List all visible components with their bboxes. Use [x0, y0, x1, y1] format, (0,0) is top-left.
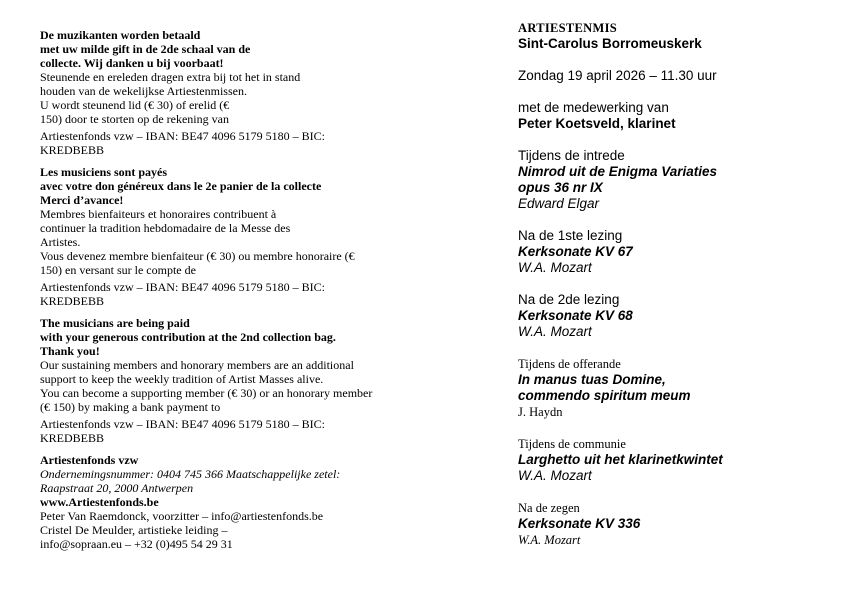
payment-notice-en — [40, 316, 490, 445]
composer-name: W.A. Mozart — [518, 533, 581, 547]
composer-name: J. Haydn — [518, 405, 563, 419]
church-name: Sint-Carolus Borromeuskerk — [518, 36, 702, 51]
org-registration-line: Raapstraat 20, 2000 Antwerpen — [40, 481, 194, 495]
notice-heading-line: Merci d’avance! — [40, 193, 124, 207]
org-contact-line: Peter Van Raemdonck, voorzitter – info@artiestenfonds.be — [40, 509, 324, 523]
org-name: Artiestenfonds vzw — [40, 453, 139, 467]
piece-title-line: In manus tuas Domine, — [518, 372, 666, 387]
payment-notice-nl — [40, 28, 490, 157]
notice-body-line: U wordt steunend lid (€ 30) of erelid (€ — [40, 98, 230, 112]
program-item-intrede — [518, 148, 838, 212]
piece-title-line: Nimrod uit de Enigma Variaties — [518, 164, 718, 179]
program-item-communie — [518, 436, 838, 484]
composer-name: W.A. Mozart — [518, 260, 592, 275]
org-contact-line: info@sopraan.eu – +32 (0)495 54 29 31 — [40, 537, 233, 551]
notice-body-line: 150) door te storten op de rekening van — [40, 112, 229, 126]
liturgical-moment: Tijdens de intrede — [518, 148, 625, 163]
right-column — [518, 20, 838, 564]
org-website: www.Artiestenfonds.be — [40, 495, 159, 509]
bank-account-line: KREDBEBB — [40, 294, 105, 308]
notice-body-line: continuer la tradition hebdomadaire de la Messe des — [40, 221, 291, 235]
notice-body-line: support to keep the weekly tradition of Artist Masses alive. — [40, 372, 324, 386]
event-datetime: Zondag 19 april 2026 – 11.30 uur — [518, 68, 717, 83]
piece-title-line: opus 36 nr IX — [518, 180, 603, 195]
bank-account-line: Artiestenfonds vzw – IBAN: BE47 4096 5179 5180 – BIC: — [40, 129, 325, 143]
piece-title-line: Kerksonate KV 67 — [518, 244, 633, 259]
composer-name: W.A. Mozart — [518, 468, 592, 483]
bank-account-line: KREDBEBB — [40, 143, 105, 157]
liturgical-moment: Tijdens de communie — [518, 437, 626, 451]
org-contact-line: Cristel De Meulder, artistieke leiding – — [40, 523, 228, 537]
piece-title-line: Larghetto uit het klarinetkwintet — [518, 452, 723, 467]
liturgical-moment: Na de 2de lezing — [518, 292, 620, 307]
notice-body-line: You can become a supporting member (€ 30) or an honorary member — [40, 386, 373, 400]
cooperation-label: met de medewerking van — [518, 100, 669, 115]
payment-notice-fr — [40, 165, 490, 308]
liturgical-moment: Na de zegen — [518, 501, 580, 515]
liturgical-moment: Na de 1ste lezing — [518, 228, 623, 243]
bank-account-line: KREDBEBB — [40, 431, 105, 445]
notice-heading-line: collecte. Wij danken u bij voorbaat! — [40, 56, 224, 70]
program-title: ARTIESTENMIS — [518, 21, 618, 35]
notice-body-line: Membres bienfaiteurs et honoraires contribuent à — [40, 207, 277, 221]
organization-info — [40, 453, 490, 551]
notice-heading-line: Les musiciens sont payés — [40, 165, 168, 179]
program-item-zegen — [518, 500, 838, 548]
program-header — [518, 20, 838, 52]
bank-account-line: Artiestenfonds vzw – IBAN: BE47 4096 5179 5180 – BIC: — [40, 280, 325, 294]
notice-body-line: Steunende en ereleden dragen extra bij tot het in stand — [40, 70, 301, 84]
notice-body-line: 150) en versant sur le compte de — [40, 263, 196, 277]
piece-title-line: Kerksonate KV 68 — [518, 308, 633, 323]
piece-title-line: Kerksonate KV 336 — [518, 516, 641, 531]
notice-body-line: houden van de wekelijkse Artiestenmissen. — [40, 84, 247, 98]
bank-account-line: Artiestenfonds vzw – IBAN: BE47 4096 5179 5180 – BIC: — [40, 417, 325, 431]
notice-heading-line: The musicians are being paid — [40, 316, 190, 330]
event-datetime-block — [518, 68, 838, 84]
piece-title-line: commendo spiritum meum — [518, 388, 691, 403]
composer-name: W.A. Mozart — [518, 324, 592, 339]
notice-body-line: Vous devenez membre bienfaiteur (€ 30) ou membre honoraire (€ — [40, 249, 355, 263]
org-registration-line: Ondernemingsnummer: 0404 745 366 Maatschappelijke zetel: — [40, 467, 341, 481]
performer-block — [518, 100, 838, 132]
left-column — [40, 28, 490, 559]
notice-heading-line: Thank you! — [40, 344, 100, 358]
program-item-2de-lezing — [518, 292, 838, 340]
notice-body-line: Artistes. — [40, 235, 81, 249]
notice-heading-line: avec votre don généreux dans le 2e panier de la collecte — [40, 179, 322, 193]
program-item-offerande — [518, 356, 838, 420]
notice-heading-line: met uw milde gift in de 2de schaal van de — [40, 42, 251, 56]
program-item-1ste-lezing — [518, 228, 838, 276]
notice-heading-line: De muzikanten worden betaald — [40, 28, 201, 42]
performer-name: Peter Koetsveld, klarinet — [518, 116, 676, 131]
notice-body-line: (€ 150) by making a bank payment to — [40, 400, 221, 414]
notice-body-line: Our sustaining members and honorary members are an additional — [40, 358, 354, 372]
composer-name: Edward Elgar — [518, 196, 600, 211]
notice-heading-line: with your generous contribution at the 2nd collection bag. — [40, 330, 336, 344]
liturgical-moment: Tijdens de offerande — [518, 357, 621, 371]
